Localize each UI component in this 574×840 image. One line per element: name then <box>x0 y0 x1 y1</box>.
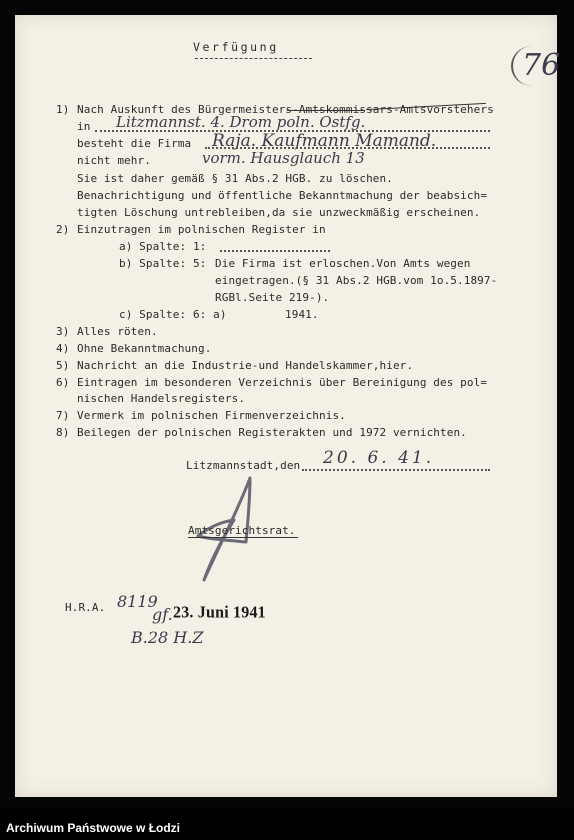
item-7-text: Vermerk im polnischen Firmenverzeichnis. <box>77 409 346 422</box>
item-3-text: Alles röten. <box>77 325 158 338</box>
item-2-text: Einzutragen im polnischen Register in <box>77 223 326 236</box>
bottom-note: B.28 H.Z <box>131 628 204 647</box>
strike-amtskommissars <box>287 110 365 111</box>
item-2-column-b-value: Die Firma ist erloschen.Von Amts wegen <box>215 257 471 270</box>
handwritten-place: Litzmannst. 4. Drom poln. Ostfg. <box>116 113 366 131</box>
signatory-title: Amtsgerichtsrat. <box>188 524 296 537</box>
item-8-number: 8) <box>56 426 70 439</box>
item-4-number: 4) <box>56 342 70 355</box>
archive-name: Archiwum Państwowe w Łodzi <box>6 821 181 835</box>
register-label: H.R.A. <box>65 601 106 614</box>
stamp-date: 23. Juni 1941 <box>173 603 266 622</box>
item-2-column-c-value: 1941. <box>285 308 319 321</box>
item-8-text: Beilegen der polnischen Registerakten und 1972 vernichten. <box>77 426 467 439</box>
date-dotted-line <box>302 469 490 471</box>
page-number: 76 <box>522 48 561 83</box>
item-1-line-6: Benachrichtigung und öffentliche Bekanntmachung der beabsich= <box>77 189 488 202</box>
item-2-column-b-cont-2: RGBl.Seite 219-). <box>215 291 330 304</box>
item-6-number: 6) <box>56 376 70 389</box>
stamp-prefix: gf. <box>152 605 173 624</box>
item-1-line-7: tigten Löschung untrebleiben,da sie unzweckmäßig erscheinen. <box>77 206 481 219</box>
item-1-line-2: in <box>77 120 91 133</box>
item-1-line-4: nicht mehr. <box>77 154 151 167</box>
handwritten-firm: Raja. Kaufmann Mamand. <box>212 131 437 151</box>
item-6-continuation: nischen Handelsregisters. <box>77 392 246 405</box>
item-4-text: Ohne Bekanntmachung. <box>77 342 212 355</box>
place-date-label: Litzmannstadt,den <box>186 459 301 472</box>
item-1-line-5: Sie ist daher gemäß § 31 Abs.2 HGB. zu löschen. <box>77 172 393 185</box>
handwritten-address: vorm. Hausglauch 13 <box>202 149 365 167</box>
item-2-column-c-label: c) Spalte: 6: a) <box>119 308 227 321</box>
item-2-column-b-cont-1: eingetragen.(§ 31 Abs.2 HGB.vom 1o.5.1897- <box>215 274 498 287</box>
item-2-column-a-label: a) Spalte: 1: <box>119 240 207 253</box>
handwritten-date: 20. 6. 41. <box>323 448 435 468</box>
item-5-text: Nachricht an die Industrie-und Handelskammer,hier. <box>77 359 414 372</box>
item-6-text: Eintragen im besonderen Verzeichnis über Bereinigung des pol= <box>77 376 488 389</box>
item-2-column-b-label: b) Spalte: 5: <box>119 257 207 270</box>
signatory-underline <box>188 537 298 538</box>
item-5-number: 5) <box>56 359 70 372</box>
column-a-dotted-line <box>220 250 330 252</box>
title-underline <box>195 58 312 59</box>
register-number: 8119 <box>117 592 158 611</box>
item-3-number: 3) <box>56 325 70 338</box>
item-7-number: 7) <box>56 409 70 422</box>
item-1-line-3: besteht die Firma <box>77 137 192 150</box>
document-title: Verfügung <box>193 40 279 54</box>
item-1-number: 1) <box>56 103 70 116</box>
item-2-number: 2) <box>56 223 70 236</box>
item-1-line-1: Nach Auskunft des Bürgermeisters-Amtskommissars-Amtsvorstehers <box>77 103 494 116</box>
